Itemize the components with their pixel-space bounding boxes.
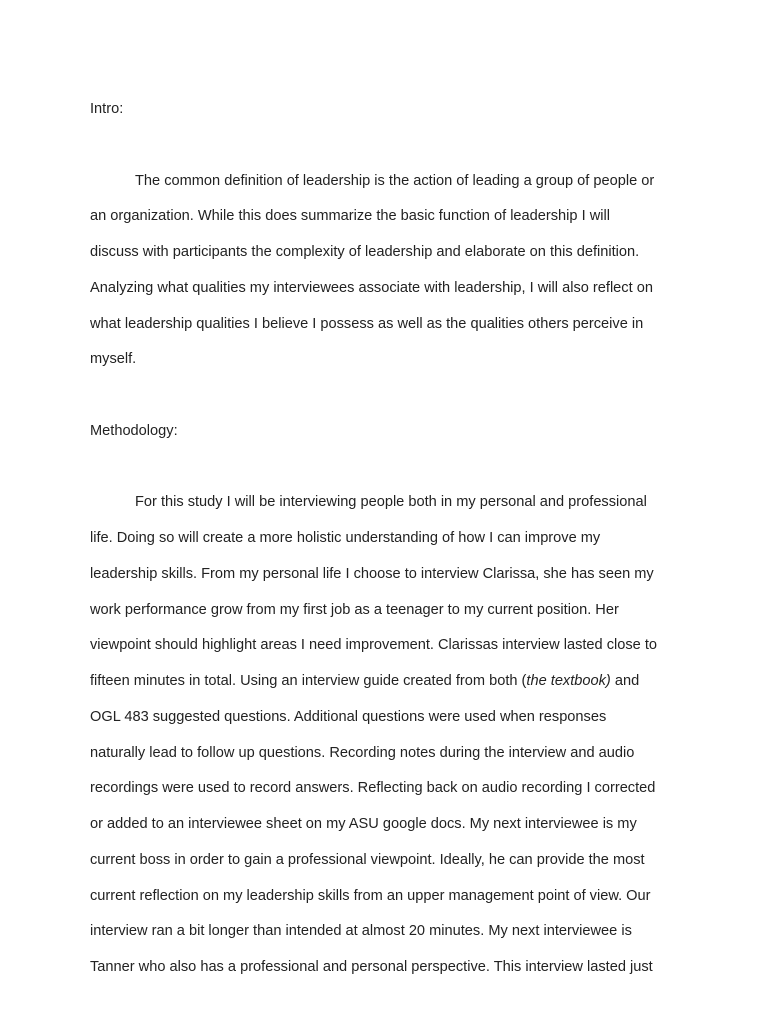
citation-italic: the textbook) xyxy=(526,673,611,689)
intro-paragraph xyxy=(90,164,680,379)
text-line: For this study I will be interviewing people both in my personal and professional xyxy=(135,494,647,511)
text-line: The common definition of leadership is the action of leading a group of people or xyxy=(135,172,655,189)
methodology-heading: Methodology: xyxy=(90,422,178,439)
text-line: work performance grow from my first job as a teenager to my current position. Her xyxy=(90,601,619,618)
intro-heading: Intro: xyxy=(90,101,124,117)
spacer xyxy=(90,450,680,486)
spacer xyxy=(90,378,680,414)
text-line: viewpoint should highlight areas I need improvement. Clarissas interview lasted close to xyxy=(90,637,658,654)
text-line: current boss in order to gain a professional viewpoint. Ideally, he can provide the most xyxy=(90,851,645,868)
text-line-with-citation xyxy=(45,664,680,700)
text-line: leadership skills. From my personal life I choose to interview Clarissa, she has seen my xyxy=(90,565,654,582)
text-segment: fifteen minutes in total. Using an interview guide created from both ( xyxy=(90,673,527,689)
text-line: life. Doing so will create a more holistic understanding of how I can improve my xyxy=(90,530,601,546)
text-line: myself. xyxy=(90,351,137,368)
methodology-paragraph xyxy=(90,485,680,986)
text-line: interview ran a bit longer than intended at almost 20 minutes. My next interviewee is xyxy=(90,923,632,940)
spacer xyxy=(90,128,680,164)
text-line: Analyzing what qualities my interviewees associate with leadership, I will also reflect on xyxy=(90,279,653,296)
text-line: recordings were used to record answers. Reflecting back on audio recording I corrected xyxy=(90,780,656,797)
text-line: current reflection on my leadership skills from an upper management point of view. Our xyxy=(90,887,651,904)
text-line: Tanner who also has a professional and personal perspective. This interview lasted just xyxy=(90,959,653,975)
document-body xyxy=(90,92,680,986)
text-line: an organization. While this does summarize the basic function of leadership I will xyxy=(90,208,610,225)
text-line: discuss with participants the complexity of leadership and elaborate on this definition. xyxy=(90,244,640,260)
text-line: what leadership qualities I believe I possess as well as the qualities others perceive in xyxy=(90,315,644,332)
text-segment: and xyxy=(610,673,640,689)
text-line: OGL 483 suggested questions. Additional questions were used when responses xyxy=(90,708,607,725)
text-line: or added to an interviewee sheet on my ASU google docs. My next interviewee is my xyxy=(90,816,637,832)
text-line: naturally lead to follow up questions. Recording notes during the interview and audio xyxy=(90,744,635,761)
